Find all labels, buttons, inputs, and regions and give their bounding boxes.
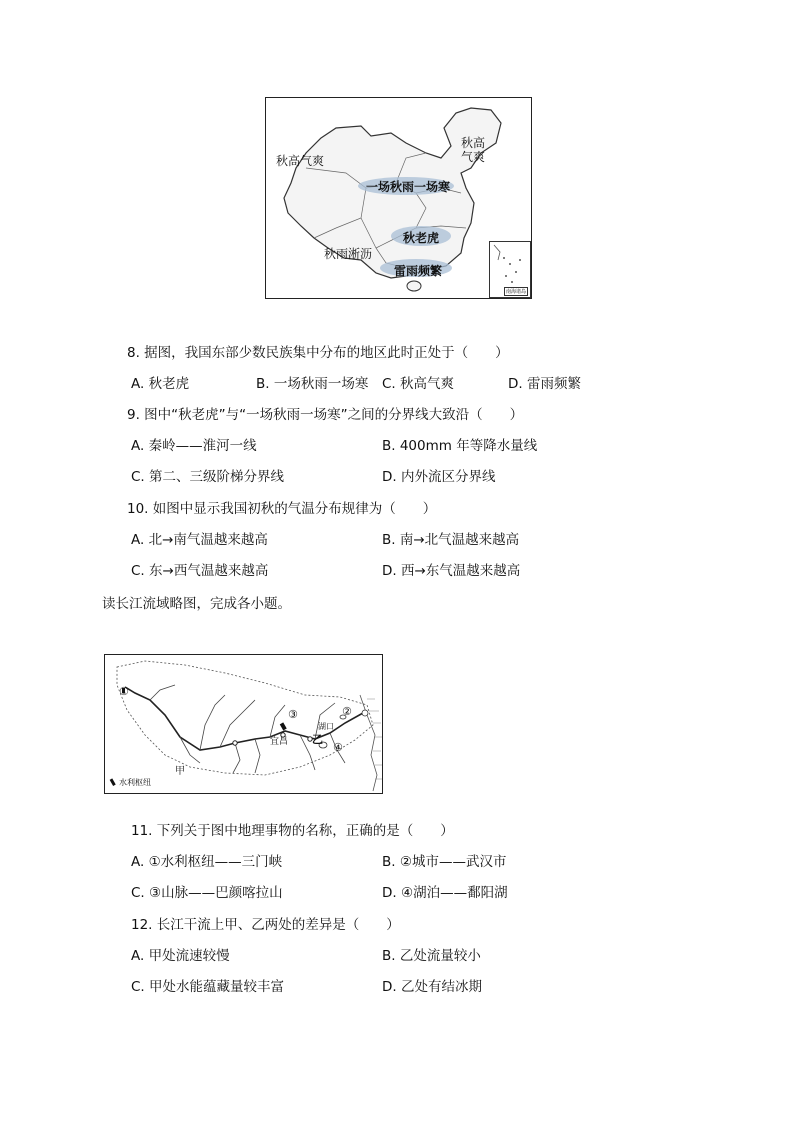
inset-label: 南海诸岛 — [505, 289, 526, 295]
q11-option-d[interactable]: D. ④湖泊——鄱阳湖 — [382, 885, 508, 901]
map2-label-1: ① — [119, 685, 129, 698]
label-qiu-lao-hu: 秋老虎 — [403, 231, 440, 245]
map2-legend-label: 水利枢纽 — [119, 778, 151, 787]
q8-option-a[interactable]: A. 秋老虎 — [131, 376, 190, 392]
city-marker-1 — [233, 741, 237, 745]
q12-option-b[interactable]: B. 乙处流量较小 — [382, 948, 481, 964]
q8-option-b[interactable]: B. 一场秋雨一场寒 — [256, 376, 369, 392]
map2-label-yi: 乙 — [312, 733, 323, 746]
map2-label-hukou: 湖口 — [318, 722, 334, 731]
dam-marker — [280, 722, 287, 730]
q12-stem: 12. 长江干流上甲、乙两处的差异是（ ） — [131, 917, 400, 933]
map2-label-2: ② — [342, 705, 352, 718]
q10-option-d[interactable]: D. 西→东气温越来越高 — [382, 563, 521, 579]
q10-stem: 10. 如图中显示我国初秋的气温分布规律为（ ） — [127, 501, 437, 517]
china-autumn-map — [265, 97, 532, 299]
map2-label-3: ③ — [288, 708, 298, 721]
q9-option-c[interactable]: C. 第二、三级阶梯分界线 — [131, 469, 285, 485]
label-qiu-gao-qi-shuang-ne: 秋高气爽 — [461, 136, 486, 164]
q9-option-a[interactable]: A. 秦岭——淮河一线 — [131, 438, 257, 454]
q9-option-d[interactable]: D. 内外流区分界线 — [382, 469, 496, 485]
yangtze-drawing — [105, 655, 382, 793]
label-lei-yu-pin-fan: 雷雨频繁 — [394, 264, 443, 278]
south-china-sea-inset — [489, 241, 531, 298]
q10-option-c[interactable]: C. 东→西气温越来越高 — [131, 563, 269, 579]
q12-option-a[interactable]: A. 甲处流速较慢 — [131, 948, 230, 964]
q12-option-c[interactable]: C. 甲处水能蕴藏量较丰富 — [131, 979, 285, 995]
q11-stem: 11. 下列关于图中地理事物的名称，正确的是（ ） — [131, 823, 454, 839]
label-qiu-yu-xi-li: 秋雨淅沥 — [324, 247, 373, 261]
map2-label-yichang: 宜昌 — [270, 737, 289, 747]
section-intro: 读长江流域略图，完成各小题。 — [102, 596, 291, 612]
q11-option-a[interactable]: A. ①水利枢纽——三门峡 — [131, 854, 283, 870]
q10-option-b[interactable]: B. 南→北气温越来越高 — [382, 532, 520, 548]
label-yi-chang-qiu-yu: 一场秋雨一场寒 — [366, 180, 451, 194]
yangtze-basin-map — [104, 654, 383, 794]
q8-option-d[interactable]: D. 雷雨频繁 — [508, 376, 581, 392]
q11-option-b[interactable]: B. ②城市——武汉市 — [382, 854, 507, 870]
q8-stem: 8. 据图，我国东部少数民族集中分布的地区此时正处于（ ） — [127, 345, 509, 361]
legend-dam-symbol — [110, 778, 116, 786]
q10-option-a[interactable]: A. 北→南气温越来越高 — [131, 532, 268, 548]
map2-label-jia: 甲 — [175, 766, 185, 777]
q8-option-c[interactable]: C. 秋高气爽 — [382, 376, 455, 392]
q12-option-d[interactable]: D. 乙处有结冰期 — [382, 979, 482, 995]
map2-label-4: ④ — [333, 741, 343, 754]
q11-option-c[interactable]: C. ③山脉——巴颜喀拉山 — [131, 885, 283, 901]
q9-stem: 9. 图中“秋老虎”与“一场秋雨一场寒”之间的分界线大致沿（ ） — [127, 407, 524, 423]
label-qiu-gao-qi-shuang-west: 秋高气爽 — [276, 154, 325, 168]
q9-option-b[interactable]: B. 400mm 年等降水量线 — [382, 438, 538, 454]
